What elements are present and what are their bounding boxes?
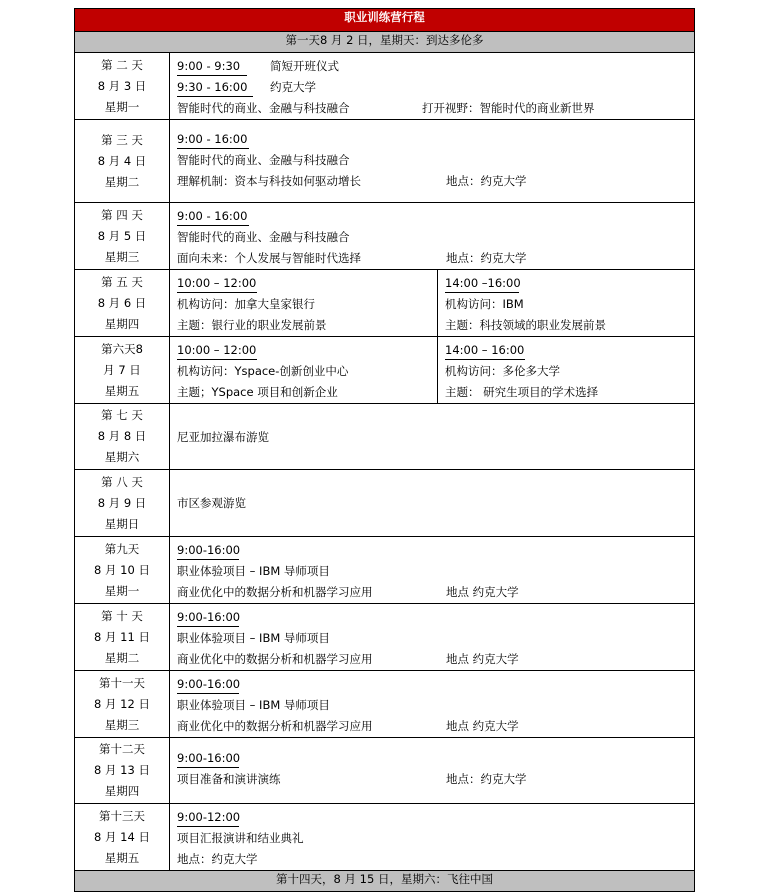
activity-text: 理解机制：资本与科技如何驱动增长 bbox=[177, 174, 361, 188]
day-number: 第 二 天 bbox=[101, 57, 143, 72]
activity-text: 智能时代的商业、金融与科技融合 bbox=[177, 153, 350, 167]
schedule-row-day12 bbox=[75, 738, 695, 804]
itinerary-table bbox=[74, 8, 695, 892]
activity-text: 简短开班仪式 bbox=[270, 59, 339, 73]
schedule-row-day3 bbox=[75, 120, 695, 203]
activity-text: 市区参观游览 bbox=[177, 496, 246, 510]
day-number: 第六天8 bbox=[101, 341, 143, 356]
location-text: 地点：约克大学 bbox=[446, 174, 527, 188]
activity-text: 机构访问：Yspace-创新创业中心 bbox=[177, 364, 349, 378]
time-slot: 9:00-12:00 bbox=[177, 809, 239, 827]
schedule-row-day5 bbox=[75, 270, 695, 337]
location-text: 地点：约克大学 bbox=[446, 251, 527, 265]
activity-text: 项目汇报演讲和结业典礼 bbox=[177, 831, 304, 845]
day-weekday: 星期日 bbox=[104, 516, 140, 531]
day-weekday: 星期六 bbox=[104, 450, 140, 464]
activity-text: 职业体验项目 – IBM 导师项目 bbox=[177, 698, 330, 712]
time-slot: 9:00-16:00 bbox=[177, 542, 239, 560]
time-slot: 14:00 – 16:00 bbox=[445, 342, 525, 360]
day-weekday: 星期五 bbox=[104, 850, 140, 865]
day-date: 8 月 6 日 bbox=[97, 295, 147, 310]
schedule-row-day10 bbox=[75, 604, 695, 671]
day-weekday: 星期三 bbox=[104, 249, 140, 264]
schedule-row-day9 bbox=[75, 537, 695, 604]
day-date: 8 月 12 日 bbox=[94, 696, 150, 711]
activity-cell bbox=[170, 604, 695, 671]
day-date: 月 7 日 bbox=[103, 362, 141, 377]
activity-text: 主题；YSpace 项目和创新企业 bbox=[177, 385, 338, 399]
activity-cell-afternoon bbox=[438, 270, 695, 337]
schedule-row-day13 bbox=[75, 804, 695, 871]
activity-text: 尼亚加拉瀑布游览 bbox=[177, 429, 269, 444]
activity-text: 项目准备和演讲演练 bbox=[177, 772, 281, 786]
activity-text: 职业体验项目 – IBM 导师项目 bbox=[177, 631, 330, 645]
activity-cell bbox=[170, 738, 695, 804]
schedule-row-day8 bbox=[75, 470, 695, 537]
title-row bbox=[75, 9, 695, 32]
day-cell bbox=[75, 120, 170, 203]
activity-cell bbox=[170, 120, 695, 203]
activity-cell bbox=[170, 470, 695, 537]
activity-text: 主题：科技领域的职业发展前景 bbox=[445, 318, 606, 332]
day-date: 8 月 9 日 bbox=[97, 495, 147, 510]
day-cell bbox=[75, 537, 170, 604]
time-slot: 9:00-16:00 bbox=[177, 676, 239, 694]
day-date: 8 月 10 日 bbox=[94, 562, 150, 577]
activity-cell bbox=[170, 804, 695, 871]
day-date: 8 月 4 日 bbox=[97, 153, 147, 168]
day-number: 第 七 天 bbox=[101, 408, 143, 422]
activity-text: 约克大学 bbox=[270, 80, 316, 94]
location-text: 地点 约克大学 bbox=[446, 719, 519, 733]
day-number: 第十一天 bbox=[99, 675, 145, 690]
activity-cell-morning bbox=[170, 270, 438, 337]
day-number: 第 四 天 bbox=[101, 207, 143, 222]
day-date: 8 月 14 日 bbox=[94, 829, 150, 844]
activity-text: 智能时代的商业、金融与科技融合 bbox=[177, 101, 350, 115]
day-cell bbox=[75, 671, 170, 738]
activity-text: 面向未来：个人发展与智能时代选择 bbox=[177, 251, 361, 265]
activity-cell-morning bbox=[170, 337, 438, 404]
day-weekday: 星期三 bbox=[104, 717, 140, 732]
day-cell bbox=[75, 203, 170, 270]
day-number: 第十三天 bbox=[99, 808, 145, 823]
day-number: 第 三 天 bbox=[101, 132, 143, 147]
time-slot: 10:00 – 12:00 bbox=[177, 275, 257, 293]
activity-text: 机构访问：加拿大皇家银行 bbox=[177, 297, 315, 311]
day-date: 8 月 5 日 bbox=[97, 228, 147, 243]
schedule-row-day7 bbox=[75, 404, 695, 470]
location-text: 地点：约克大学 bbox=[446, 772, 527, 786]
activity-text: 智能时代的商业、金融与科技融合 bbox=[177, 230, 350, 244]
day-cell bbox=[75, 804, 170, 871]
time-slot: 9:00 - 16:00 bbox=[177, 208, 249, 226]
day-cell bbox=[75, 270, 170, 337]
day-cell bbox=[75, 604, 170, 671]
day-number: 第 五 天 bbox=[101, 274, 143, 289]
day-number: 第 八 天 bbox=[101, 474, 143, 489]
day-weekday: 星期一 bbox=[104, 99, 140, 114]
day14-summary: 第十四天，8 月 15 日，星期六：飞往中国 bbox=[75, 871, 695, 892]
day-date: 8 月 13 日 bbox=[94, 763, 150, 777]
location-text: 地点 约克大学 bbox=[446, 652, 519, 666]
day-weekday: 星期二 bbox=[104, 174, 140, 189]
activity-cell bbox=[170, 203, 695, 270]
activity-cell bbox=[170, 53, 695, 120]
activity-text: 主题： 研究生项目的学术选择 bbox=[445, 385, 599, 399]
day-weekday: 星期一 bbox=[104, 583, 140, 598]
time-slot: 9:00-16:00 bbox=[177, 750, 239, 768]
time-slot: 9:00 - 9:30 bbox=[177, 58, 247, 76]
day14-row bbox=[75, 871, 695, 892]
day-cell bbox=[75, 53, 170, 120]
activity-text: 机构访问：多伦多大学 bbox=[445, 364, 560, 378]
time-slot: 9:00-16:00 bbox=[177, 609, 239, 627]
activity-text: 商业优化中的数据分析和机器学习应用 bbox=[177, 585, 373, 599]
itinerary-title: 职业训练营行程 bbox=[75, 9, 695, 32]
activity-cell-afternoon bbox=[438, 337, 695, 404]
activity-text: 商业优化中的数据分析和机器学习应用 bbox=[177, 719, 373, 733]
day-weekday: 星期五 bbox=[104, 383, 140, 398]
time-slot: 10:00 – 12:00 bbox=[177, 342, 257, 360]
activity-cell bbox=[170, 537, 695, 604]
day-cell bbox=[75, 404, 170, 470]
schedule-row-day2 bbox=[75, 53, 695, 120]
activity-text: 主题：银行业的职业发展前景 bbox=[177, 318, 327, 332]
day1-row bbox=[75, 32, 695, 53]
schedule-row-day4 bbox=[75, 203, 695, 270]
day-number: 第九天 bbox=[104, 541, 140, 556]
location-text: 地点：约克大学 bbox=[177, 852, 258, 866]
day-cell bbox=[75, 470, 170, 537]
day-date: 8 月 11 日 bbox=[94, 629, 150, 644]
day-number: 第 十 天 bbox=[101, 608, 143, 623]
day1-summary: 第一天8 月 2 日，星期天：到达多伦多 bbox=[75, 32, 695, 53]
day-cell bbox=[75, 738, 170, 804]
activity-text: 机构访问：IBM bbox=[445, 297, 524, 311]
day-number: 第十二天 bbox=[99, 742, 145, 756]
day-date: 8 月 8 日 bbox=[97, 429, 147, 443]
time-slot: 14:00 –16:00 bbox=[445, 275, 519, 293]
activity-cell bbox=[170, 404, 695, 470]
time-slot: 9:00 - 16:00 bbox=[177, 131, 249, 149]
day-cell bbox=[75, 337, 170, 404]
time-slot: 9:30 - 16:00 bbox=[177, 79, 253, 97]
activity-text: 商业优化中的数据分析和机器学习应用 bbox=[177, 652, 373, 666]
day-weekday: 星期四 bbox=[104, 316, 140, 331]
activity-note: 打开视野：智能时代的商业新世界 bbox=[422, 101, 595, 115]
location-text: 地点 约克大学 bbox=[446, 585, 519, 599]
day-weekday: 星期二 bbox=[104, 650, 140, 665]
day-date: 8 月 3 日 bbox=[97, 78, 147, 93]
schedule-row-day11 bbox=[75, 671, 695, 738]
day-weekday: 星期四 bbox=[104, 784, 140, 798]
activity-cell bbox=[170, 671, 695, 738]
schedule-row-day6 bbox=[75, 337, 695, 404]
activity-text: 职业体验项目 – IBM 导师项目 bbox=[177, 564, 330, 578]
